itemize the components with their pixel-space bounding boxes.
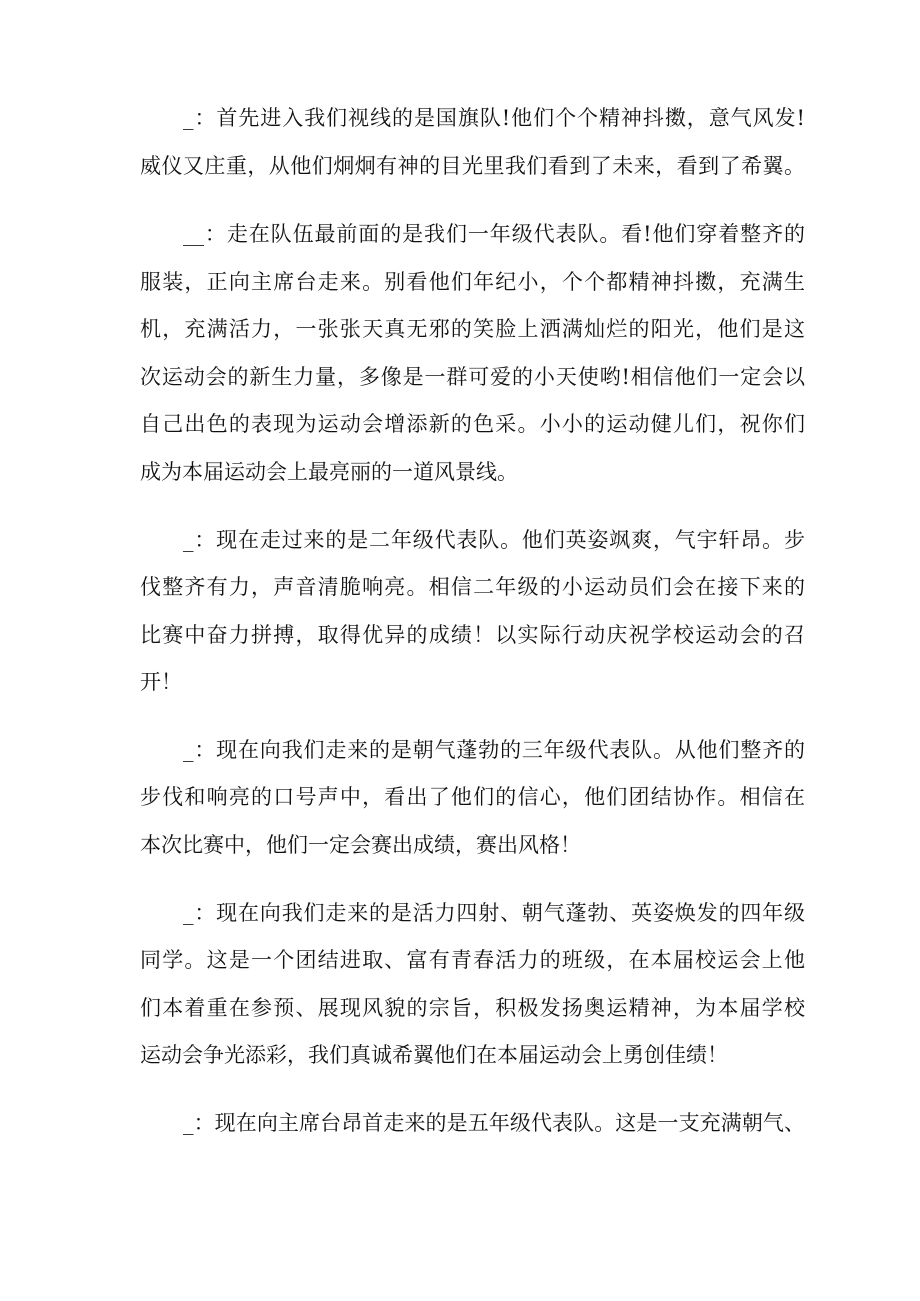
paragraph-2-line-3: 机，充满活力，一张张天真无邪的笑脸上洒满灿烂的阳光，他们是这 xyxy=(140,317,805,341)
paragraph-4-line-2: 步伐和响亮的口号声中，看出了他们的信心，他们团结协作。相信在 xyxy=(140,785,805,809)
paragraph-4-line-3: 本次比赛中，他们一定会赛出成绩，赛出风格！ xyxy=(140,833,581,857)
paragraph-4-line-1: _：现在向我们走来的是朝气蓬勃的三年级代表队。从他们整齐的 xyxy=(183,738,805,762)
paragraph-2-line-1: __：走在队伍最前面的是我们一年级代表队。看!他们穿着整齐的 xyxy=(183,222,805,246)
paragraph-1-line-1: _：首先进入我们视线的是国旗队!他们个个精神抖擞，意气风发! xyxy=(183,106,805,130)
paragraph-2-line-4: 次运动会的新生力量，多像是一群可爱的小天使哟!相信他们一定会以 xyxy=(140,365,805,389)
paragraph-5-line-1: _：现在向我们走来的是活力四射、朝气蓬勃、英姿焕发的四年级 xyxy=(183,901,805,925)
paragraph-3-line-3: 比赛中奋力拼搏，取得优异的成绩！以实际行动庆祝学校运动会的召 xyxy=(140,623,805,647)
paragraph-3-line-4: 开！ xyxy=(140,670,182,694)
paragraph-6-line-1: _：现在向主席台昂首走来的是五年级代表队。这是一支充满朝气、 xyxy=(183,1111,805,1135)
paragraph-1-line-2: 威仪又庄重，从他们炯炯有神的目光里我们看到了未来，看到了希翼。 xyxy=(140,154,805,178)
paragraph-5-line-4: 运动会争光添彩，我们真诚希翼他们在本届运动会上勇创佳绩！ xyxy=(140,1043,728,1067)
paragraph-2-line-5: 自己出色的表现为运动会增添新的色采。小小的运动健儿们，祝你们 xyxy=(140,412,805,436)
paragraph-5-line-3: 们本着重在参预、展现风貌的宗旨，积极发扬奥运精神，为本届学校 xyxy=(140,996,805,1020)
paragraph-5-line-2: 同学。这是一个团结进取、富有青春活力的班级，在本届校运会上他 xyxy=(140,948,805,972)
paragraph-3-line-2: 伐整齐有力，声音清脆响亮。相信二年级的小运动员们会在接下来的 xyxy=(140,575,805,599)
paragraph-2-line-6: 成为本届运动会上最亮丽的一道风景线。 xyxy=(140,460,518,484)
paragraph-3-line-1: _：现在走过来的是二年级代表队。他们英姿飒爽，气宇轩昂。步 xyxy=(183,528,805,552)
paragraph-2-line-2: 服装，正向主席台走来。别看他们年纪小，个个都精神抖擞，充满生 xyxy=(140,270,805,294)
